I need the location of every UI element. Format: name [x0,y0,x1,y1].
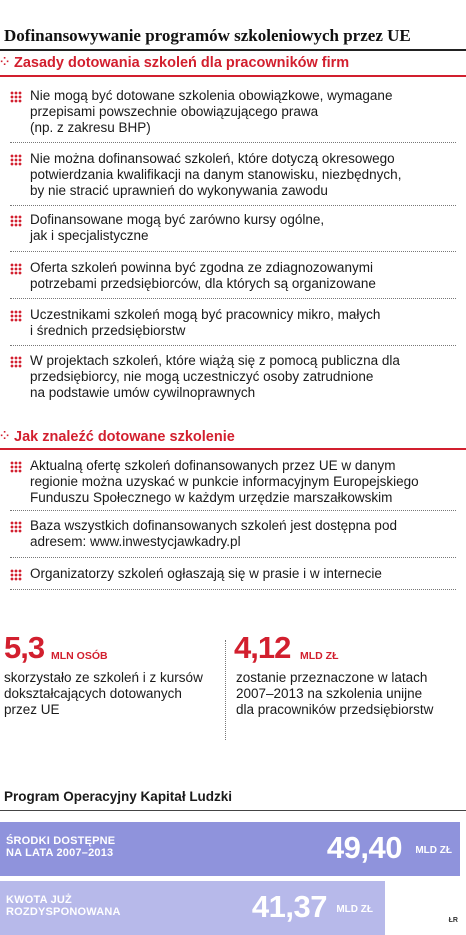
stat-1-value: 5,3 [4,630,45,665]
dot-grid-icon [10,461,22,473]
program-title: Program Operacyjny Kapitał Ludzki [4,789,233,804]
bar-value: 49,40 [326,830,402,865]
item-line: Nie mogą być dotowane szkolenia obowiązkowe, wymagane [30,88,393,103]
stat-1-description [4,670,203,718]
stat-line: dokształcających dotowanych [4,686,182,701]
stat-2-value: 4,12 [234,630,291,665]
item-line: Uczestnikami szkoleń mogą być pracownicy mikro, małych [30,307,381,322]
item-line: Funduszu Społecznego w każdym urzędzie marszałkowskim [30,490,393,505]
bar-label [6,894,121,918]
item-line: i średnich przedsiębiorstw [30,323,186,338]
page-title: Dofinansowywanie programów szkoleniowych przez UE [4,26,411,45]
item-line: regionie można uzyskać w punkcie informacyjnym Europejskiego [30,474,419,489]
bar-unit: MLD ZŁ [336,904,373,915]
divider [10,251,456,252]
section2-heading [0,429,466,445]
stat-line: zostanie przeznaczone w latach [236,670,428,685]
section2-item-1 [10,458,456,506]
bar-label [6,835,115,859]
item-line: (np. z zakresu BHP) [30,120,151,135]
dot-grid-icon [10,263,22,275]
stat-line: przez UE [4,702,60,717]
divider [10,557,456,558]
divider [10,205,456,206]
section1-item-2 [10,151,456,199]
section1-rule [0,75,466,77]
stat-2-description [236,670,433,718]
section-bullet-icon: ⁘ [0,430,10,442]
section1-item-3 [10,212,456,244]
bar-value: 41,37 [251,889,327,924]
divider [10,345,456,346]
stat-1-unit: MLN OSÓB [51,650,108,662]
dot-grid-icon [10,91,22,103]
section1-item-6 [10,353,456,401]
item-line: Baza wszystkich dofinansowanych szkoleń jest dostępna pod [30,518,397,533]
item-line: przepisami powszechnie obowiązującego prawa [30,104,319,119]
bar-available-funds [0,822,460,876]
item-line: Dofinansowane mogą być zarówno kursy ogólne, [30,212,325,227]
section1-item-4 [10,260,456,292]
divider [10,510,456,511]
dot-grid-icon [10,154,22,166]
dot-grid-icon [10,310,22,322]
item-line: adresem: www.inwestycjawkadry.pl [30,534,241,549]
item-line: potwierdzania kwalifikacji na danym stanowisku, niezbędnych, [30,167,402,182]
divider [10,142,456,143]
item-line: potrzebami przedsiębiorców, dla których są organizowane [30,276,376,291]
title-rule [0,49,466,51]
section2-item-3 [10,566,456,582]
section-bullet-icon: ⁘ [0,56,10,68]
dot-grid-icon [10,215,22,227]
item-line: jak i specjalistyczne [30,228,149,243]
section2-heading-text: Jak znaleźć dotowane szkolenie [14,429,235,445]
dot-grid-icon [10,521,22,533]
bar-label-line: ŚRODKI DOSTĘPNE [6,835,116,847]
item-line: W projektach szkoleń, które wiążą się z pomocą publiczna dla [30,353,400,368]
item-line: Aktualną ofertę szkoleń dofinansowanych przez UE w danym [30,458,396,473]
bar-label-line: KWOTA JUŻ [6,894,72,906]
dot-grid-icon [10,356,22,368]
program-rule [0,810,466,811]
item-line: Organizatorzy szkoleń ogłaszają się w prasie i w internecie [30,566,382,581]
bar-allocated-amount [0,881,385,935]
section1-heading-text: Zasady dotowania szkoleń dla pracowników firm [14,55,350,71]
section1-item-1 [10,88,456,136]
divider [10,298,456,299]
stat-line: 2007–2013 na szkolenia unijne [236,686,423,701]
stat-2-unit: MLD ZŁ [300,650,339,662]
stat-line: skorzystało ze szkoleń i z kursów [4,670,203,685]
credit: ŁR [448,917,458,924]
bar-label-line: NA LATA 2007–2013 [6,847,114,859]
item-line: na podstawie umów cywilnoprawnych [30,385,256,400]
item-line: by nie stracić uprawnień do wykonywania zawodu [30,183,328,198]
item-line: przedsiębiorcy, nie mogą uczestniczyć osoby zatrudnione [30,369,374,384]
bar-unit: MLD ZŁ [415,845,452,856]
section1-item-5 [10,307,456,339]
item-line: Nie można dofinansować szkoleń, które dotyczą okresowego [30,151,395,166]
divider [10,589,456,590]
bar-label-line: ROZDYSPONOWANA [6,906,121,918]
stat-separator [225,640,226,740]
stat-line: dla pracowników przedsiębiorstw [236,702,434,717]
section2-item-2 [10,518,456,550]
item-line: Oferta szkoleń powinna być zgodna ze zdiagnozowanymi [30,260,373,275]
section2-rule [0,448,466,450]
section1-heading [0,55,466,71]
dot-grid-icon [10,569,22,581]
